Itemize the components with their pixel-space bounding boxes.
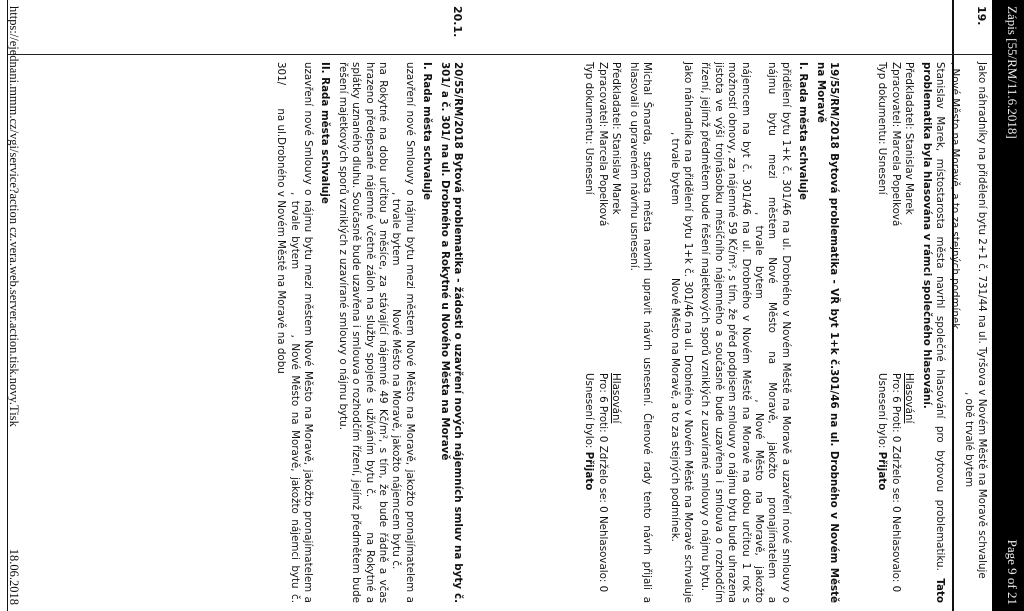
paragraph: uzavření nové Smlouvy o nájmu bytu mezi městem Nové Město na Moravě, jakožto pronajímatelem a , trvale bytem Nové Město na Moravě, jakožto nájemcem bytu č. na Rokytné na dobu určitou 3 měsíce, za stávající nájemné 49 Kč/m², s tím, že bude řádně a včas hrazeno předepsané nájemné včetně záloh na služby spojené s užíváním bytu č. na Rokytné a splátky uznaného dluhu. Současně bude uzavřena i smlouva o rozhodčím řízení, jejímž předmětem bude řešení majetkových sporů vzniklých z uzavírané smlouvy o nájmu bytu. <box>336 62 416 603</box>
footer-date: 18.06.2018 <box>7 548 21 605</box>
item-number: 20.1. <box>451 6 464 38</box>
resolution-result: Přijato <box>876 451 889 491</box>
section-title: II. Rada města schvaluje <box>319 62 332 204</box>
page-number: Page 9 of 21 <box>1005 539 1020 605</box>
footer-url: https://ejednani.mmm.cz/vgi/service?action cz.vera.web.server.action.tisk.novy.Tisk <box>7 6 21 427</box>
item-19: 19/55/RM/2018 Bytová problematika - VŘ byt 1+k č.301/46 na ul. Drobného v Novém Městě na Moravě I. Rada města schvaluje přidělení bytu 1+k č. 301/46 na ul. Drobného v Novém Městě na Moravě a uzavření nové smlouvy o nájmu bytu mezi městem Nové Město na Moravě, jakožto pronajímatelem a , trvale bytem , Nové Město na Moravě, jakožto nájemcem na byt č. 301/46 na ul. Drobného v Novém Městě na Moravě na dobu určitou 1 rok s možností obnovy, za nájemné 59 Kč/m², s tím, že před podpisem smlouvy o nájmu bytu bude uhrazena jistota ve výši trojnásobku měsíčního nájemného a současně bude uzavřena i smlouva o rozhodčím řízení, jejímž předmětem bude řešení majetkových sporů vzniklých z uzavírané smlouvy o nájmu bytu. Jako náhradníka na přidělení bytu 1+k č. 301/46 na ul. Drobného v Novém Městě na Moravě schvaluje , trvale bytem Nové Město na Moravě, a to za stejných podmínek. Michal Šmarda, starosta města navrhl upravit návrh usnesení. Členové rady tento návrh přijali a hlasovali o upraveném návrhu usnesení. Předkladatel: Stanislav Marek Hlasování Zpracovatel: Marcela Popelková Pro: 6 Proti: 0 Zdrželo se: 0 Nehlasovalo: 0 Typ dokumentu: Usnesení Usnesení bylo: Přijato <box>583 62 840 603</box>
item-title: 19/55/RM/2018 Bytová problematika - VŘ byt 1+k č.301/46 na ul. Drobného v Novém Městě na Moravě <box>814 62 840 603</box>
scan-dark-edge <box>992 0 1024 611</box>
paragraph: Michal Šmarda, starosta města navrhl upravit návrh usnesení. Členové rady tento návrh přijali a hlasovali o upraveném návrhu usnesení. <box>627 62 654 603</box>
page-header-title: Zápis [55/RM/11.6.2018] <box>1005 6 1020 139</box>
item-20 <box>270 62 464 603</box>
item-number: 19. <box>975 6 988 26</box>
section-title: I. Rada města schvaluje <box>421 62 434 201</box>
voting-block-18: Stanislav Marek, místostarosta města navrhl společné hlasování pro bytovou problematiku. Tato problematika byla hlasována v rámci společného hlasování. Předkladatel: Stanislav Marek Hlasování Zpracovatel: Marcela Popelková Pro: 6 Proti: 0 Zdrželo se: 0 Nehlasovalo: 0 Typ dokumentu: Usnesení Usnesení bylo: Přijato <box>876 62 946 603</box>
paragraph: Jako náhradníky na přidělení bytu 2+1 č. 731/44 na ul. Tyršova v Novém Městě na Moravě schvaluje , obě trvalé bytem , Nové Město na Moravě, a to za stejných podmínek. <box>949 62 988 579</box>
resolution-result: Přijato <box>583 451 596 491</box>
vote-counts: Pro: 6 Proti: 0 Zdrželo se: 0 Nehlasovalo: 0 <box>596 373 609 593</box>
paragraph: Jako náhradníka na přidělení bytu 1+k č. 301/46 na ul. Drobného v Novém Městě na Moravě schvaluje , trvale bytem Nové Město na Moravě, a to za stejných podmínek. <box>668 62 694 603</box>
table-column-separator <box>7 54 992 55</box>
section-title: I. Rada města schvaluje <box>797 62 810 201</box>
paragraph: Stanislav Marek, místostarosta města navrhl společné hlasování pro bytovou problematiku. Tato problematika byla hlasována v rámci společného hlasování. <box>920 62 946 603</box>
vote-counts: Pro: 6 Proti: 0 Zdrželo se: 0 Nehlasovalo: 0 <box>889 373 902 593</box>
paragraph: přidělení bytu 1+k č. 301/46 na ul. Drobného v Novém Městě na Moravě a uzavření nové smlouvy o nájmu bytu mezi městem Nové Město na Moravě, jakožto pronajímatelem a , trvale bytem , Nové Město na Moravě, jakožto nájemcem na byt č. 301/46 na ul. Drobného v Novém Městě na Moravě na dobu určitou 1 rok s možností obnovy, za nájemné 59 Kč/m², s tím, že před podpisem smlouvy o nájmu bytu bude uhrazena jistota ve výši trojnásobku měsíčního nájemného a současně bude uzavřena i smlouva o rozhodčím řízení, jejímž předmětem bude řešení majetkových sporů vzniklých z uzavírané smlouvy o nájmu bytu. <box>699 62 792 603</box>
voting-heading: Hlasování <box>903 373 916 424</box>
voting-heading: Hlasování <box>610 373 623 424</box>
item-18-continuation <box>944 62 988 603</box>
item-title: 20/55/RM/2018 Bytová problematika - žádosti o uzavření nových nájemních smluv na byty č. 301/ a č. 301/ na ul. Drobného a Rokytné u Nového Města na Moravě <box>438 62 464 603</box>
paragraph: uzavření nové Smlouvy o nájmu bytu mezi městem Nové Město na Moravě, jakožto pronajímatelem a , trvale bytem , Nové Město na Moravě, jakožto nájemci bytu č. 301/ na ul.Drobného v Novém Městě na Moravě na dobu <box>275 62 314 603</box>
